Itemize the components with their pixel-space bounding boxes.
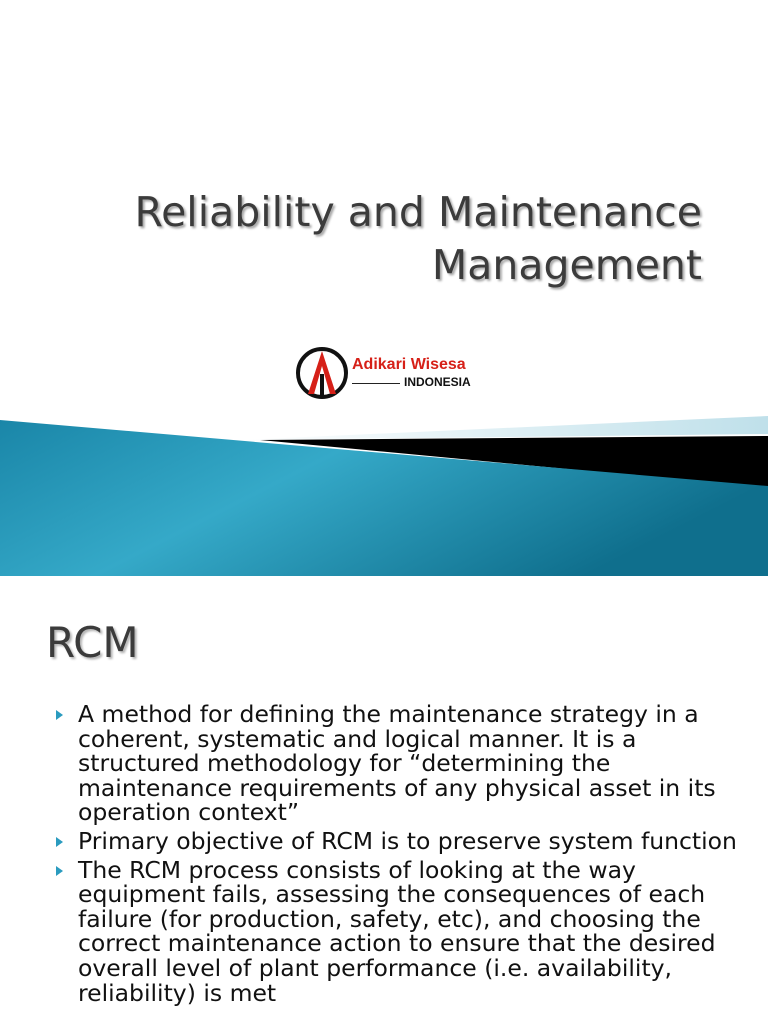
triangle-right-icon (56, 866, 63, 876)
slide-title (22, 186, 702, 292)
list-item (54, 826, 744, 855)
list-item (54, 855, 744, 1007)
bullet-text: The RCM process consists of looking at the way equipment fails, assessing the consequences of each failure (for production, safety, etc), and choosing the correct maintenance action to ensure that the desired overall level of plant performance (i.e. availability, reliability) is met (78, 855, 716, 1007)
logo-emblem-icon (296, 344, 350, 402)
logo-divider (352, 383, 400, 384)
title-line-2: Management (431, 241, 702, 289)
slide-heading: RCM (46, 618, 139, 667)
triangle-right-icon (56, 710, 63, 720)
bullet-text: Primary objective of RCM is to preserve system function (78, 826, 737, 855)
triangle-right-icon (56, 837, 63, 847)
bullet-text: A method for defining the maintenance strategy in a coherent, systematic and logical manner. It is a structured methodology for “determining the maintenance requirements of any physical asset in its operation context” (78, 700, 716, 827)
list-item (54, 702, 744, 825)
title-line-1: Reliability and Maintenance (134, 188, 702, 236)
logo-country-text: INDONESIA (404, 375, 471, 389)
content-slide (0, 576, 768, 1024)
company-logo (296, 344, 486, 402)
decorative-band (0, 410, 768, 576)
bullet-list (54, 702, 744, 1009)
logo-brand-text: Adikari Wisesa (352, 356, 466, 373)
